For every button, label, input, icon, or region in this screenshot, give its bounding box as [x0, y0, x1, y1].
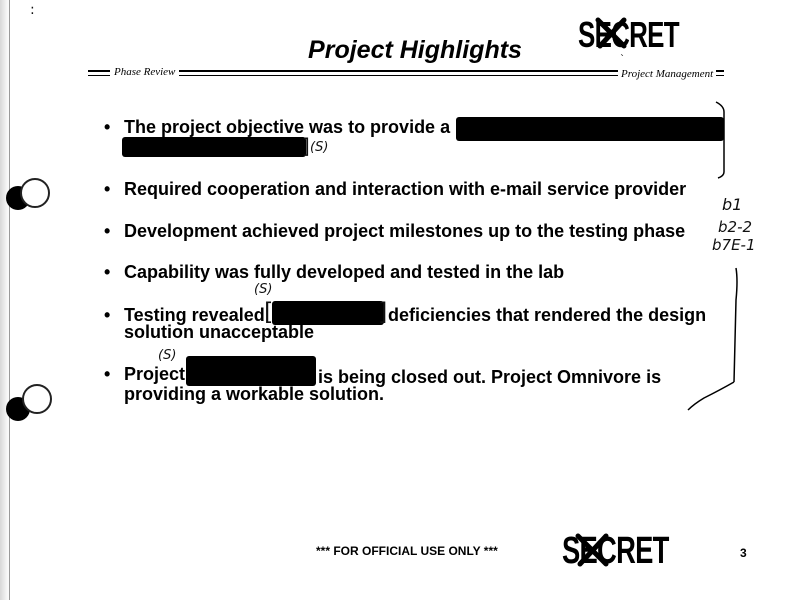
bullet-5-text-end: deficiencies that rendered the design — [388, 305, 707, 325]
punch-hole — [22, 384, 52, 414]
exemption-code-b2: b2-2 — [718, 218, 753, 236]
bullet-marker: • — [104, 179, 111, 199]
bracket-mark: ] — [302, 134, 310, 158]
bullet-marker: • — [104, 305, 111, 325]
bullet-4-text: Capability was fully developed and tested in the lab — [124, 262, 565, 282]
footer-official-use: *** FOR OFFICIAL USE ONLY *** — [316, 544, 498, 558]
strike-mark-icon — [574, 532, 610, 568]
bracket-mark: ] — [378, 298, 388, 326]
bullet-6-text-start: Project — [124, 364, 186, 384]
header-phase-review: Phase Review — [110, 66, 179, 78]
classification-annotation: (S) — [254, 282, 273, 297]
handwritten-bracket-icon — [680, 100, 753, 420]
classification-annotation: (S) — [158, 348, 177, 363]
tick-mark: ` — [620, 54, 625, 65]
punch-hole — [20, 178, 50, 208]
redaction-box — [186, 356, 316, 386]
bullet-marker: • — [104, 117, 111, 137]
exemption-code-b7e: b7E-1 — [712, 236, 756, 254]
bullet-5-text-start: Testing revealed — [124, 305, 265, 325]
redaction-box — [122, 137, 306, 157]
bullet-6-text-line2: providing a workable solution. — [124, 384, 385, 404]
classification-stamp: SECRET — [578, 14, 679, 55]
classification-stamp-bottom: SECRET — [562, 530, 669, 572]
bullet-3-text: Development achieved project milestones up to the testing phase — [124, 221, 686, 241]
bracket-mark: [ — [264, 298, 274, 326]
bullet-1-text: The project objective was to provide a — [124, 117, 451, 137]
edge-mark: : — [30, 2, 35, 18]
page-title: Project Highlights — [308, 36, 522, 64]
classification-annotation: (S) — [310, 140, 329, 155]
header-project-management: Project Management — [618, 68, 716, 80]
bullet-marker: • — [104, 262, 111, 282]
page-edge-line — [9, 0, 10, 600]
bullet-6-text-end: is being closed out. Project Omnivore is — [318, 367, 662, 387]
bullet-marker: • — [104, 221, 111, 241]
page-number: 3 — [740, 546, 747, 560]
bullet-marker: • — [104, 364, 111, 384]
bullet-5-text-line2: solution unacceptable — [124, 322, 315, 342]
exemption-code-b1: b1 — [722, 195, 743, 214]
bullet-2-text: Required cooperation and interaction with e-mail service provider — [124, 179, 687, 199]
